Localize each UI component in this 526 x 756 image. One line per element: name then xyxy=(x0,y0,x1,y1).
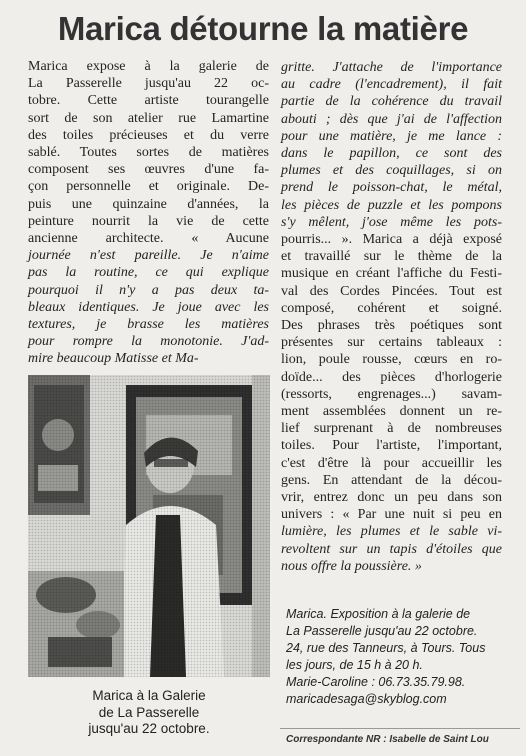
article-line: pourris... ». Marica a déjà exposé xyxy=(281,232,502,248)
article-right-column xyxy=(281,59,502,575)
article-line: tobre. Cette artiste tourangelle xyxy=(28,93,269,109)
article-line: présentes sur certains tableaux : xyxy=(281,335,502,351)
article-line: Des phrases très poétiques sont xyxy=(281,318,502,334)
article-line: nous offre la poussière. » xyxy=(281,558,422,574)
article-line: abouti ; dès que j'ai de l'affection xyxy=(281,111,502,127)
article-line: musique en créant l'affiche du Festi- xyxy=(281,266,502,282)
article-line: mire beaucoup Matisse et Ma- xyxy=(28,351,199,367)
article-line: au cadre (l'encadrement), il fait xyxy=(281,77,502,93)
article-line: sort de son atelier rue Lamartine xyxy=(28,110,269,126)
info-line: La Passerelle jusqu'au 22 octobre. xyxy=(286,623,478,638)
article-left-column xyxy=(28,58,269,368)
article-line: pour une matière, je me lance : xyxy=(281,128,502,144)
article-headline: Marica détourne la matière xyxy=(57,10,469,47)
article-line: Marica expose à la galerie de xyxy=(28,59,269,74)
caption-line: jusqu'au 22 octobre. xyxy=(88,721,210,736)
article-line: (ressorts, engrenages...) savam- xyxy=(281,386,502,402)
article-line: lumière, les plumes et le sable vi- xyxy=(281,524,502,540)
article-line: les pièces de puzzle et les pompons xyxy=(281,197,502,213)
divider xyxy=(280,728,520,729)
article-line: peinture nourrit la vie de cette xyxy=(28,213,269,229)
article-line: çon personnelle et originale. De- xyxy=(28,179,269,195)
article-line: univers : « Par une nuit si peu en xyxy=(281,507,502,523)
article-line: vrir, entrez donc un peu dans son xyxy=(281,490,502,506)
contact-email: maricadesaga@skyblog.com xyxy=(286,691,447,706)
info-line: Marica. Exposition à la galerie de xyxy=(286,607,471,621)
info-line: les jours, de 15 h à 20 h. xyxy=(286,657,423,672)
article-line: toiles. Pour l'artiste, l'important, xyxy=(281,438,502,454)
exhibition-info xyxy=(286,606,502,707)
correspondent-credit: Correspondante NR : Isabelle de Saint Lou xyxy=(286,734,489,745)
article-line: pour rompre la monotonie. J'ad- xyxy=(28,334,269,350)
article-line: revoltent sur un tapis d'étoiles que xyxy=(281,541,502,557)
article-line: prend le poisson-chat, le métal, xyxy=(281,180,502,196)
article-line: journée n'est pareille. Je n'aime xyxy=(28,248,269,264)
article-line: pourquoi il n'y a pas deux ta- xyxy=(28,282,269,298)
article-line: val des Cordes Pincées. Tout est xyxy=(281,283,502,299)
article-line: pas la routine, ce qui explique xyxy=(28,265,269,281)
artist-photo xyxy=(28,375,270,677)
article-line: s'y mêlent, j'ose même les pots- xyxy=(281,214,502,230)
article-line: La Passerelle jusqu'au 22 oc- xyxy=(28,76,269,92)
article-line: des toiles précieuses et du verre xyxy=(28,127,269,143)
article-line: c'est d'être là pour accueillir les xyxy=(281,455,502,471)
article-line: composent ses œuvres d'une fa- xyxy=(28,162,269,178)
article-line: gritte. J'attache de l'importance xyxy=(281,60,502,75)
article-line: doïde... des pièces d'horlogerie xyxy=(281,369,502,385)
article-line: et travaillé sur le thème de la xyxy=(281,249,502,265)
article-line: ment assemblées donnent un re- xyxy=(281,404,502,420)
article-line: gens. En attendant de la décou- xyxy=(281,472,502,488)
article-line: lion, poule rousse, cœurs en ro- xyxy=(281,352,502,368)
article-line: sablé. Toutes sortes de matières xyxy=(28,145,269,161)
article-line: composé, cohérent et soigné. xyxy=(281,300,502,316)
article-line: plumes et des coquillages, si on xyxy=(281,163,502,179)
article-line: dans le papillon, ce sont des xyxy=(281,146,502,162)
article-line: bleaux identiques. Je joue avec les xyxy=(28,299,269,315)
caption-line: Marica à la Galerie xyxy=(92,688,206,703)
info-line: 24, rue des Tanneurs, à Tours. Tous xyxy=(286,640,486,655)
article-line: lief surprenant à de nombreuses xyxy=(281,421,502,437)
article-line: puis une quinzaine d'années, la xyxy=(28,196,269,212)
caption-line: de La Passerelle xyxy=(98,704,200,720)
article-line: textures, je brasse les matières xyxy=(28,317,269,333)
photo-caption xyxy=(28,688,270,738)
article-line: partie de la cohérence du travail xyxy=(281,94,502,110)
article-line: ancienne architecte. « Aucune xyxy=(28,231,269,247)
contact-phone: Marie-Caroline : 06.73.35.79.98. xyxy=(286,674,466,689)
